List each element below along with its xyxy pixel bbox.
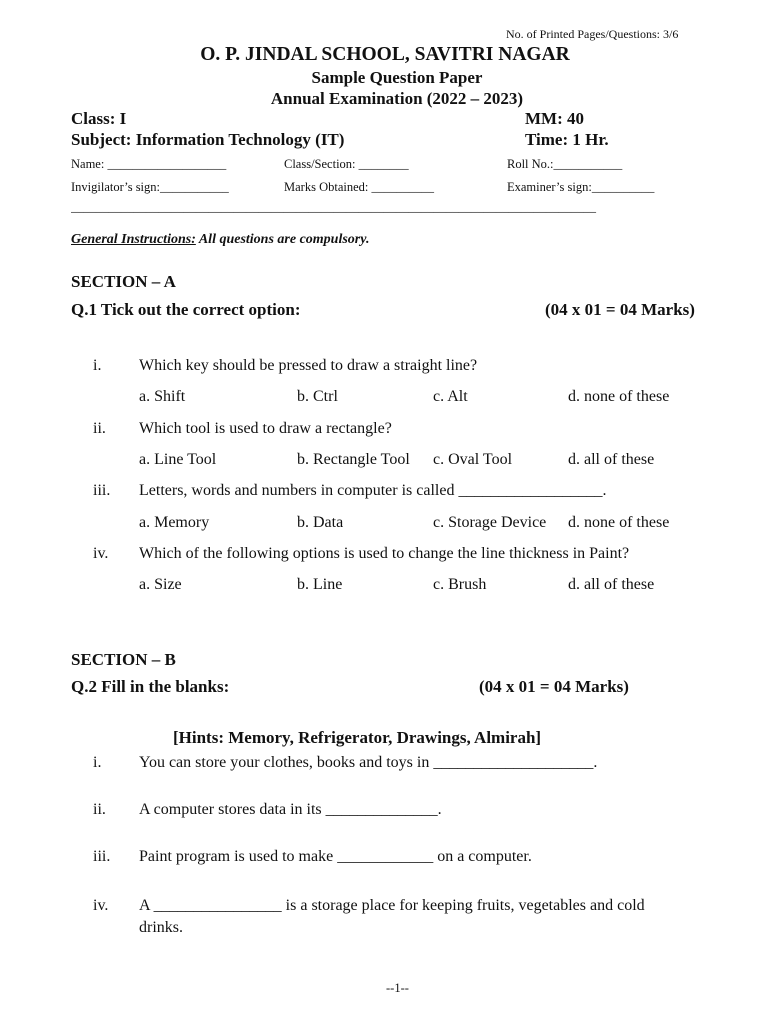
option-b[interactable]: b. Rectangle Tool xyxy=(297,451,410,468)
instructions-text: All questions are compulsory. xyxy=(195,232,370,247)
exam-title: Annual Examination (2022 – 2023) xyxy=(270,89,524,108)
q1-item-number: iv. xyxy=(93,545,109,562)
paper-type: Sample Question Paper xyxy=(311,68,483,87)
q1-item-text: Which key should be pressed to draw a straight line? xyxy=(139,357,478,374)
option-c[interactable]: c. Alt xyxy=(433,388,468,405)
q2-hints: [Hints: Memory, Refrigerator, Drawings, Almirah] xyxy=(173,728,542,747)
examiner-sign-field: Examiner’s sign:__________ xyxy=(507,180,655,194)
class-section-field: Class/Section: ________ xyxy=(284,157,409,171)
instructions-label: General Instructions: xyxy=(71,232,196,247)
q1-item-text: Which of the following options is used to change the line thickness in Paint? xyxy=(139,545,630,562)
option-a[interactable]: a. Line Tool xyxy=(139,451,217,468)
subject-label: Subject: Information Technology (IT) xyxy=(71,130,345,149)
invigilator-sign-field: Invigilator’s sign:___________ xyxy=(71,180,229,194)
option-b[interactable]: b. Ctrl xyxy=(297,388,338,405)
option-d[interactable]: d. all of these xyxy=(568,451,655,468)
section-a-title: SECTION – A xyxy=(71,272,176,291)
q2-item-number: ii. xyxy=(93,801,106,818)
q1-item-number: i. xyxy=(93,357,102,374)
option-a[interactable]: a. Memory xyxy=(139,514,210,531)
option-c[interactable]: c. Oval Tool xyxy=(433,451,513,468)
option-a[interactable]: a. Shift xyxy=(139,388,186,405)
q2-item-text-continued: drinks. xyxy=(139,919,183,936)
option-c[interactable]: c. Brush xyxy=(433,576,487,593)
option-b[interactable]: b. Line xyxy=(297,576,343,593)
class-label: Class: I xyxy=(71,109,127,128)
q1-item-text: Letters, words and numbers in computer is called __________________. xyxy=(139,482,607,499)
option-d[interactable]: d. all of these xyxy=(568,576,655,593)
q2-item-number: iii. xyxy=(93,848,111,865)
printed-pages-note: No. of Printed Pages/Questions: 3/6 xyxy=(506,27,679,41)
q2-item-text: A computer stores data in its ______________. xyxy=(139,801,442,818)
q2-item-number: iv. xyxy=(93,897,109,914)
q2-marks: (04 x 01 = 04 Marks) xyxy=(479,677,629,696)
general-instructions xyxy=(71,232,369,248)
option-c[interactable]: c. Storage Device xyxy=(433,514,547,531)
q2-item-number: i. xyxy=(93,754,102,771)
option-d[interactable]: d. none of these xyxy=(568,514,670,531)
option-b[interactable]: b. Data xyxy=(297,514,344,531)
q1-title: Q.1 Tick out the correct option: xyxy=(71,300,301,319)
q2-item-text: A ________________ is a storage place for keeping fruits, vegetables and cold xyxy=(139,897,645,914)
q2-item-text: You can store your clothes, books and toys in ____________________. xyxy=(139,754,598,771)
option-d[interactable]: d. none of these xyxy=(568,388,670,405)
divider-rule: ____________________________________________________________________________________ xyxy=(71,200,596,214)
marks-obtained-field: Marks Obtained: __________ xyxy=(284,180,434,194)
max-marks: MM: 40 xyxy=(525,109,585,128)
q1-item-number: ii. xyxy=(93,420,106,437)
q2-title: Q.2 Fill in the blanks: xyxy=(71,677,230,696)
q1-item-number: iii. xyxy=(93,482,111,499)
option-a[interactable]: a. Size xyxy=(139,576,182,593)
school-name: O. P. JINDAL SCHOOL, SAVITRI NAGAR xyxy=(200,44,570,65)
time-label: Time: 1 Hr. xyxy=(525,130,609,149)
roll-no-field: Roll No.:___________ xyxy=(507,157,623,171)
page-number: --1-- xyxy=(386,981,409,995)
q1-item-text: Which tool is used to draw a rectangle? xyxy=(139,420,392,437)
name-field: Name: ___________________ xyxy=(71,157,227,171)
section-b-title: SECTION – B xyxy=(71,650,176,669)
q2-item-text: Paint program is used to make ____________ on a computer. xyxy=(139,848,532,865)
q1-marks: (04 x 01 = 04 Marks) xyxy=(545,300,695,319)
